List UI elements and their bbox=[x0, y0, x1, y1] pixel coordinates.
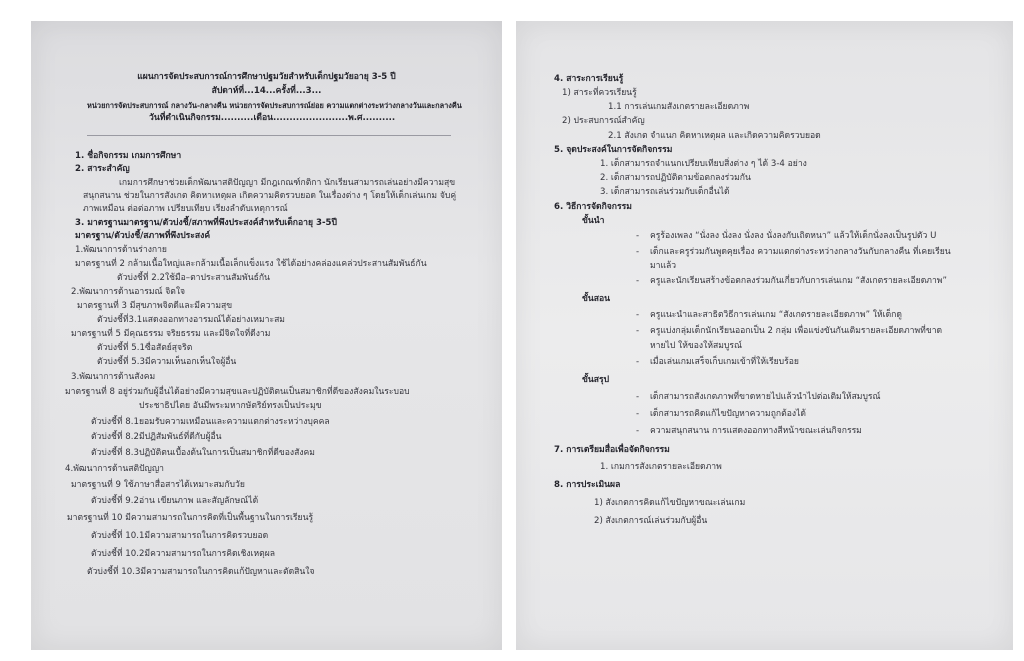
list-item: 1. เด็กสามารถจำแนกเปรียบเทียบสิ่งต่าง ๆ ได้ 3-4 อย่าง bbox=[600, 159, 807, 169]
body-line: 3.พัฒนาการด้านสังคม bbox=[71, 372, 156, 382]
list-item: 3. เด็กสามารถเล่นร่วมกับเด็กอื่นได้ bbox=[600, 187, 730, 197]
section-3-subheading: มาตรฐาน/ตัวบ่งชี้/สภาพที่พึงประสงค์ bbox=[75, 231, 211, 241]
section-2-heading: 2. สาระสำคัญ bbox=[75, 164, 130, 174]
paragraph-line: สนุกสนาน ช่วยในการสังเกต คิดหาเหตุผล เกิดความคิดรวบยอด ในเรื่องต่าง ๆ โดยให้เด็กเล่นเกม จับคู่ bbox=[83, 191, 457, 201]
section-1-heading: 1. ชื่อกิจกรรม เกมการศึกษา bbox=[75, 151, 182, 161]
bullet-dash: - bbox=[636, 357, 640, 367]
header-divider bbox=[87, 135, 451, 136]
body-line: ตัวบ่งชี้ที่ 8.3ปฏิบัติตนเบื้องต้นในการเป็นสมาชิกที่ดีของสังคม bbox=[91, 448, 315, 458]
body-line: ตัวบ่งชี้ที่ 8.1ยอมรับความเหมือนและความแตกต่างระหว่างบุคคล bbox=[91, 417, 330, 427]
bullet-text: ความสนุกสนาน การแสดงออกทางสีหน้าขณะเล่นกิจกรรม bbox=[650, 426, 862, 436]
bullet-dash: - bbox=[636, 409, 640, 419]
section-7-heading: 7. การเตรียมสื่อเพื่อจัดกิจกรรม bbox=[554, 445, 670, 455]
body-line: ตัวบ่งชี้ที่ 2.2ใช้มือ–ตาประสานสัมพันธ์กัน bbox=[117, 273, 270, 283]
list-item: 1) สังเกตการคิดแก้ไขปัญหาขณะเล่นเกม bbox=[594, 498, 746, 508]
bullet-text: ครูแบ่งกลุ่มเด็กนักเรียนออกเป็น 2 กลุ่ม เพื่อแข่งขันกันเติมรายละเอียดภาพที่ขาด bbox=[650, 326, 943, 336]
section-3-heading: 3. มาตรฐานมาตรฐาน/ตัวบ่งชี้/สภาพที่พึงประสงค์สำหรับเด็กอายุ 3-5ปี bbox=[75, 218, 337, 228]
body-line: ตัวบ่งชี้ที่ 9.2อ่าน เขียนภาพ และสัญลักษณ์ได้ bbox=[91, 496, 259, 506]
bullet-dash: - bbox=[636, 326, 640, 336]
body-line: ประชาธิปไตย อันมีพระมหากษัตริย์ทรงเป็นประมุข bbox=[139, 401, 322, 411]
bullet-dash: - bbox=[636, 231, 640, 241]
list-item: 2.1 สังเกต จำแนก คิดหาเหตุผล และเกิดความคิดรวบยอด bbox=[608, 131, 821, 141]
body-line: ตัวบ่งชี้ที่ 5.1ซื่อสัตย์สุจริต bbox=[97, 343, 193, 353]
body-line: ตัวบ่งชี้ที่ 10.1มีความสามารถในการคิดรวบยอด bbox=[91, 531, 269, 541]
section-5-heading: 5. จุดประสงค์ในการจัดกิจกรรม bbox=[554, 145, 673, 155]
bullet-text: ครูแนะนำและสาธิตวิธีการเล่นเกม “สังเกตรายละเอียดภาพ” ให้เด็กดู bbox=[650, 310, 902, 320]
bullet-text: เด็กและครูร่วมกันพูดคุยเรื่อง ความแตกต่างระหว่างกลางวันกับกลางคืน ที่เคยเรียน bbox=[650, 247, 951, 257]
bullet-text: เด็กสามารถสังเกตภาพที่ขาดหายไปแล้วนำไปต่อเติมให้สมบูรณ์ bbox=[650, 392, 881, 402]
body-line: มาตรฐานที่ 2 กล้ามเนื้อใหญ่และกล้ามเนื้อเล็กแข็งแรง ใช้ได้อย่างคล่องแคล่วประสานสัมพันธ์กัน bbox=[75, 259, 427, 269]
body-line: 2.พัฒนาการด้านอารมณ์ จิตใจ bbox=[71, 287, 186, 297]
body-line: ตัวบ่งชี้ที่3.1แสดงออกทางอารมณ์ได้อย่างเหมาะสม bbox=[97, 315, 285, 325]
bullet-text: มาแล้ว bbox=[650, 261, 677, 271]
list-item: 2. เด็กสามารถปฏิบัติตามข้อตกลงร่วมกัน bbox=[600, 173, 751, 183]
stage-heading-teach: ขั้นสอน bbox=[582, 294, 611, 304]
bullet-dash: - bbox=[636, 276, 640, 286]
paragraph-line: ภาพเหมือน ต่อต่อภาพ เปรียบเทียบ เรียงลำดับเหตุการณ์ bbox=[83, 204, 288, 214]
stage-heading-intro: ขั้นนำ bbox=[582, 216, 605, 226]
body-line: ตัวบ่งชี้ที่ 10.3มีความสามารถในการคิดแก้ปัญหาและตัดสินใจ bbox=[87, 567, 315, 577]
section-4-heading: 4. สาระการเรียนรู้ bbox=[554, 74, 624, 84]
bullet-dash: - bbox=[636, 247, 640, 257]
date-line: วันที่ดำเนินกิจกรรม..........เดือน.......................พ.ศ.......... bbox=[149, 113, 396, 123]
bullet-text: ครูร้องเพลง “นั่งลง นั่งลง นั่งลง นั่งลงกับเถิดหนา” แล้วให้เด็กนั่งลงเป็นรูปตัว U bbox=[650, 231, 937, 241]
unit-line: หน่วยการจัดประสบการณ์ กลางวัน-กลางคืน หน่วยการจัดประสบการณ์ย่อย ความแตกต่างระหว่างกลางวันและกลางคืน bbox=[87, 101, 462, 110]
paragraph-line: เกมการศึกษาช่วยเด็กพัฒนาสติปัญญา มีกฎเกณฑ์กติกา นักเรียนสามารถเล่นอย่างมีความสุข bbox=[119, 178, 456, 188]
lesson-plan-page-1 bbox=[31, 21, 502, 650]
list-item: 1. เกมการสังเกตรายละเอียดภาพ bbox=[600, 462, 722, 472]
subsection-heading: 2) ประสบการณ์สำคัญ bbox=[562, 116, 645, 126]
plan-title: แผนการจัดประสบการณ์การศึกษาปฐมวัยสำหรับเด็กปฐมวัยอายุ 3-5 ปี bbox=[137, 72, 396, 82]
body-line: ตัวบ่งชี้ที่ 5.3มีความเห็นอกเห็นใจผู้อื่น bbox=[97, 357, 237, 367]
section-6-heading: 6. วิธีการจัดกิจกรรม bbox=[554, 202, 632, 212]
body-line: มาตรฐานที่ 5 มีคุณธรรม จริยธรรม และมีจิตใจที่ดีงาม bbox=[71, 329, 271, 339]
bullet-text: หายไป ให้ของให้สมบูรณ์ bbox=[650, 341, 742, 351]
body-line: ตัวบ่งชี้ที่ 8.2มีปฏิสัมพันธ์ที่ดีกับผู้อื่น bbox=[91, 432, 222, 442]
bullet-text: เมื่อเล่นเกมเสร็จเก็บเกมเข้าที่ให้เรียบร้อย bbox=[650, 357, 799, 367]
body-line: มาตรฐานที่ 8 อยู่ร่วมกับผู้อื่นได้อย่างมีความสุขและปฏิบัติตนเป็นสมาชิกที่ดีของสังคมในระบอบ bbox=[65, 387, 410, 397]
body-line: มาตรฐานที่ 10 มีความสามารถในการคิดที่เป็นพื้นฐานในการเรียนรู้ bbox=[67, 513, 314, 523]
bullet-text: เด็กสามารถคิดแก้ไขปัญหาความถูกต้องได้ bbox=[650, 409, 806, 419]
lesson-plan-page-2 bbox=[516, 21, 1013, 650]
list-item: 2) สังเกตการณ์เล่นร่วมกับผู้อื่น bbox=[594, 516, 708, 526]
bullet-dash: - bbox=[636, 310, 640, 320]
body-line: 1.พัฒนาการด้านร่างกาย bbox=[75, 245, 167, 255]
bullet-dash: - bbox=[636, 392, 640, 402]
stage-heading-summary: ขั้นสรุป bbox=[582, 375, 610, 385]
section-8-heading: 8. การประเมินผล bbox=[554, 480, 621, 490]
body-line: ตัวบ่งชี้ที่ 10.2มีความสามารถในการคิดเชิงเหตุผล bbox=[91, 549, 276, 559]
body-line: มาตรฐานที่ 9 ใช้ภาษาสื่อสารได้เหมาะสมกับวัย bbox=[71, 480, 245, 490]
body-line: มาตรฐานที่ 3 มีสุขภาพจิตดีและมีความสุข bbox=[77, 301, 233, 311]
bullet-text: ครูและนักเรียนสร้างข้อตกลงร่วมกันเกี่ยวกับการเล่นเกม “สังเกตรายละเอียดภาพ” bbox=[650, 276, 947, 286]
bullet-dash: - bbox=[636, 426, 640, 436]
body-line: 4.พัฒนาการด้านสติปัญญา bbox=[65, 464, 165, 474]
subsection-heading: 1) สาระที่ควรเรียนรู้ bbox=[562, 88, 637, 98]
week-line: สัปดาห์ที่...14...ครั้งที่...3... bbox=[211, 86, 322, 96]
list-item: 1.1 การเล่นเกมสังเกตรายละเอียดภาพ bbox=[608, 102, 750, 112]
